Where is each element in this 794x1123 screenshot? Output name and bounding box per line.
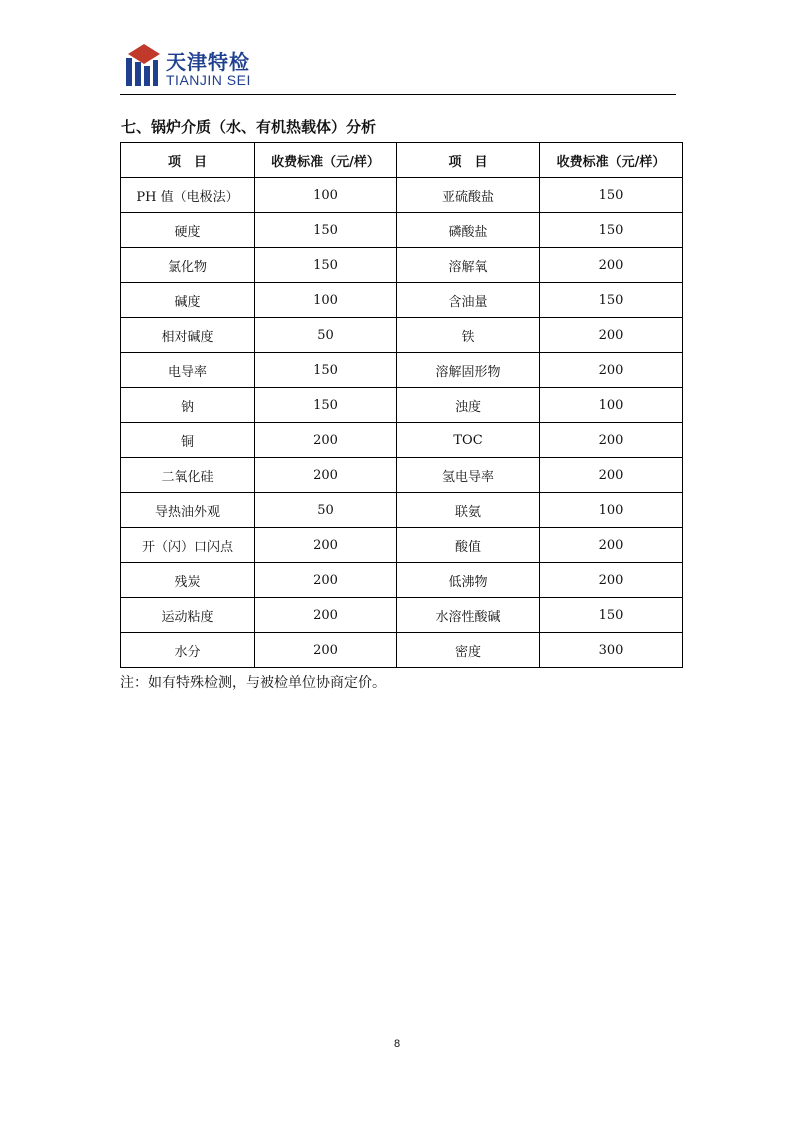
fee-cell: 150 bbox=[255, 213, 397, 248]
table-row bbox=[121, 388, 683, 423]
item-cell: 残炭 bbox=[121, 563, 255, 598]
item-cell: 磷酸盐 bbox=[397, 213, 540, 248]
fee-cell: 100 bbox=[255, 283, 397, 318]
fee-cell: 200 bbox=[255, 598, 397, 633]
page-number: 8 bbox=[393, 1038, 401, 1050]
item-cell: 电导率 bbox=[121, 353, 255, 388]
fee-cell: 200 bbox=[255, 458, 397, 493]
column-header-fee: 收费标准（元/样） bbox=[255, 143, 397, 178]
column-header-fee: 收费标准（元/样） bbox=[540, 143, 683, 178]
item-cell: 碱度 bbox=[121, 283, 255, 318]
table-row bbox=[121, 458, 683, 493]
item-cell: 运动粘度 bbox=[121, 598, 255, 633]
fee-cell: 300 bbox=[540, 633, 683, 668]
fee-cell: 150 bbox=[255, 353, 397, 388]
fee-cell: 150 bbox=[255, 248, 397, 283]
table-row bbox=[121, 598, 683, 633]
fee-cell: 100 bbox=[540, 493, 683, 528]
item-cell: 氯化物 bbox=[121, 248, 255, 283]
footnote: 注：如有特殊检测，与被检单位协商定价。 bbox=[120, 675, 386, 691]
table-row bbox=[121, 353, 683, 388]
fee-cell: 50 bbox=[255, 318, 397, 353]
item-cell: PH 值（电极法） bbox=[121, 178, 255, 213]
fee-cell: 100 bbox=[540, 388, 683, 423]
item-cell: 水溶性酸碱 bbox=[397, 598, 540, 633]
section-title: 七、锅炉介质（水、有机热载体）分析 bbox=[121, 118, 377, 136]
column-header-item: 项 目 bbox=[397, 143, 540, 178]
table-row bbox=[121, 528, 683, 563]
item-cell: 低沸物 bbox=[397, 563, 540, 598]
item-cell: 溶解固形物 bbox=[397, 353, 540, 388]
fee-cell: 200 bbox=[255, 563, 397, 598]
company-logo bbox=[122, 42, 272, 92]
column-header-item: 项 目 bbox=[121, 143, 255, 178]
fee-cell: 150 bbox=[540, 598, 683, 633]
item-cell: 钠 bbox=[121, 388, 255, 423]
item-cell: 溶解氧 bbox=[397, 248, 540, 283]
table-row bbox=[121, 283, 683, 318]
item-cell: TOC bbox=[397, 423, 540, 458]
table-row bbox=[121, 423, 683, 458]
item-cell: 密度 bbox=[397, 633, 540, 668]
fee-cell: 100 bbox=[255, 178, 397, 213]
fee-cell: 200 bbox=[540, 563, 683, 598]
fee-cell: 50 bbox=[255, 493, 397, 528]
item-cell: 亚硫酸盐 bbox=[397, 178, 540, 213]
fee-cell: 150 bbox=[540, 283, 683, 318]
fee-cell: 200 bbox=[255, 528, 397, 563]
fee-cell: 200 bbox=[540, 353, 683, 388]
table-row bbox=[121, 178, 683, 213]
fee-cell: 200 bbox=[540, 248, 683, 283]
item-cell: 硬度 bbox=[121, 213, 255, 248]
fee-table bbox=[120, 142, 683, 668]
item-cell: 水分 bbox=[121, 633, 255, 668]
fee-cell: 200 bbox=[540, 528, 683, 563]
fee-cell: 200 bbox=[540, 458, 683, 493]
fee-cell: 200 bbox=[540, 423, 683, 458]
table-row bbox=[121, 493, 683, 528]
item-cell: 铁 bbox=[397, 318, 540, 353]
logo-mark-icon bbox=[122, 42, 160, 88]
item-cell: 导热油外观 bbox=[121, 493, 255, 528]
table-row bbox=[121, 213, 683, 248]
item-cell: 酸值 bbox=[397, 528, 540, 563]
item-cell: 铜 bbox=[121, 423, 255, 458]
item-cell: 相对碱度 bbox=[121, 318, 255, 353]
table-row bbox=[121, 563, 683, 598]
table-row bbox=[121, 248, 683, 283]
fee-cell: 200 bbox=[540, 318, 683, 353]
item-cell: 含油量 bbox=[397, 283, 540, 318]
table-header-row bbox=[121, 143, 683, 178]
fee-cell: 200 bbox=[255, 423, 397, 458]
item-cell: 浊度 bbox=[397, 388, 540, 423]
logo-chinese-name: 天津特检 bbox=[166, 50, 250, 74]
table-row bbox=[121, 318, 683, 353]
fee-cell: 150 bbox=[255, 388, 397, 423]
logo-english-name: TIANJIN SEI bbox=[166, 72, 251, 88]
item-cell: 联氨 bbox=[397, 493, 540, 528]
item-cell: 氢电导率 bbox=[397, 458, 540, 493]
fee-cell: 150 bbox=[540, 213, 683, 248]
item-cell: 开（闪）口闪点 bbox=[121, 528, 255, 563]
fee-cell: 200 bbox=[255, 633, 397, 668]
item-cell: 二氧化硅 bbox=[121, 458, 255, 493]
fee-cell: 150 bbox=[540, 178, 683, 213]
header-divider bbox=[120, 94, 676, 95]
table-row bbox=[121, 633, 683, 668]
